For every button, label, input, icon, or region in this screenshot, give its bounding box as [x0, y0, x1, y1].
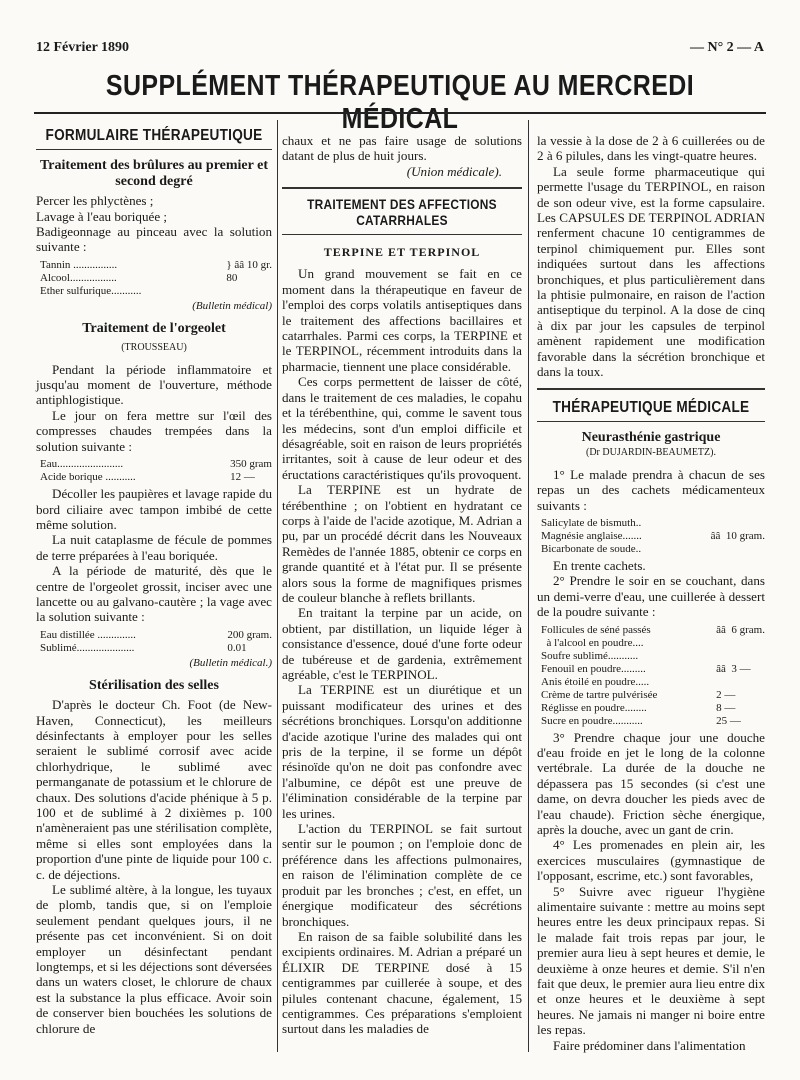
paragraph: Le jour on fera mettre sur l'œil des compresses chaudes trempées dans la solution suivante : — [36, 407, 272, 454]
column-divider-1 — [277, 120, 278, 1052]
heading-neurasthenie: Neurasthénie gastrique — [581, 429, 721, 445]
heading-sterilisation: Stérilisation des selles — [89, 677, 219, 693]
paragraph: La seule forme pharmaceutique qui permette l'usage du TERPINOL, en raison de son odeur vive, est la forme capsulaire. Les CAPSULES DE TERPINOL ADRIAN renferment chacune 10 centigrammes de terpinol chimiquement pur. Elles sont indiquées surtout dans les affections bronchiques, et plus particulièrement dans la phtisie pulmonaire, en raison de l'action antiseptique du terpinol. A la dose de cinq à dix par jour les capsules de terpinol amènent rapidement une modification favorable dans la sécrétion bronchique et dans la toux. — [537, 163, 765, 380]
author-name: (TROUSSEAU) — [121, 342, 187, 354]
column-2 — [282, 133, 522, 1037]
paragraph: 3° Prendre chaque jour une douche d'eau froide en jet le long de la colonne vertébrale. La durée de la douche ne dépassera pas 15 secondes (si c'est une dame, on devra doucher les pieds avec de l'eau chaude). Friction sèche énergique, après la douche, avec un gant de crin. — [537, 729, 765, 837]
formula-orgeolet — [40, 458, 272, 484]
formula-ingredients: Salicylate de bismuth.. Magnésie anglaise....... Bicarbonate de soude.. — [541, 516, 642, 555]
masthead-rule — [34, 112, 766, 114]
paragraph: Faire prédominer dans l'alimentation — [553, 1037, 746, 1053]
formula-ingredients: Eau........................ Acide borique ........... — [40, 458, 136, 484]
paragraph: En traitant la terpine par un acide, on obtient, par distillation, un liquide léger à consistance d'essence, doué d'une forte odeur de tubéreuse et de gardenia, extrêmement agréable, c'est le TERPINOL. — [282, 605, 522, 682]
section-title-therapeutique: THÉRAPEUTIQUE MÉDICALE — [552, 398, 750, 416]
heading-brulures: Traitement des brûlures au premier et second degré — [40, 158, 268, 189]
paragraph: 2° Prendre le soir en se couchant, dans un demi-verre d'eau, une cuillerée à dessert de la poudre suivante : — [537, 573, 765, 620]
paragraph: Pendant la période inflammatoire et jusqu'au moment de l'ouverture, méthode antiphlogistique. — [36, 361, 272, 408]
text-line: Percer les phlyctènes ; — [36, 193, 154, 209]
heading-terpine: TERPINE ET TERPINOL — [323, 245, 481, 260]
author-name: (Dr DUJARDIN-BEAUMETZ). — [586, 447, 716, 459]
paragraph: Le sublimé altère, à la longue, les tuyaux de plomb, tandis que, si on l'emploie seulement pendant quelques jours, il ne présente pas cet inconvénient. Si on doit employer un désinfectant pendant longtemps, et si les déjections sont déversées dans un waters closet, le chlorure de chaux est la substance la plus efficace. Avoir soin de conserver bien bouchées les solutions de chlorure de — [36, 882, 273, 1036]
divider — [36, 149, 272, 150]
paragraph: 5° Suivre avec rigueur l'hygiène alimentaire suivante : mettre au moins sept heures entre les deux principaux repas. Si le malade fait trois repas par jour, le premier aura lieu à sept heures et demie, le deuxième à onze heures et demie. S'il n'en fait que deux, le premier aura lieu entre dix et onze heures et le deuxième à sept heures. Ne jamais ni manger ni boire entre les repas. — [537, 883, 765, 1038]
source-citation: (Bulletin médical.) — [189, 656, 272, 669]
formula-doses: ââ 10 gram. — [710, 529, 765, 542]
source-citation: (Union médicale). — [406, 163, 502, 179]
divider — [537, 388, 765, 390]
paragraph: 4° Les promenades en plein air, les exercices musculaires (gymnastique de l'opposant, escrime, etc.) sont favorables, — [537, 837, 765, 884]
paragraph: Un grand mouvement se fait en ce moment dans la thérapeutique en faveur de l'emploi des corps volatils antiseptiques dans le traitement des affections bacillaires et catarrhales. Parmi ces corps, la TERPINE et le TERPINOL, récemment introduits dans la pharmacie, tiennent une place considérable. — [282, 266, 522, 374]
paragraph: En trente cachets. — [553, 557, 646, 573]
divider — [537, 421, 765, 422]
paragraph: La nuit cataplasme de fécule de pommes de terre préparées à l'eau boriquée. — [36, 532, 272, 563]
paragraph: L'action du TERPINOL se fait surtout sentir sur le poumon ; on l'emploie donc de préférence dans les affections pulmonaires, en raison de l'élimination complète de ce produit par les bronches ; c'est, en effet, un énergique modificateur des sécrétions bronchiques. — [282, 821, 522, 929]
column-1 — [36, 128, 272, 1036]
issue-number: — N° 2 — A — [689, 40, 764, 55]
formula-doses: } ââ 10 gr. 80 — [226, 258, 272, 284]
formula-orgeolet-2 — [40, 629, 272, 655]
source-citation: (Bulletin médical) — [192, 299, 272, 312]
masthead-title: SUPPLÉMENT THÉRAPEUTIQUE AU MERCREDI MÉDICAL — [105, 70, 695, 135]
paragraph: Ces corps permettent de laisser de côté, dans le traitement de ces maladies, le copahu et la térébenthine, qui, comme le savent tous les médecins, sont d'un emploi difficile et désagréable, soit en raison de leurs propriétés irritantes, soit à cause de leur odeur et des éructations caractéristiques qu'ils provoquent. — [282, 374, 522, 482]
heading-orgeolet: Traitement de l'orgeolet — [82, 320, 226, 336]
column-3 — [537, 133, 765, 1053]
paragraph: La TERPINE est un diurétique et un puissant modificateur des urines et des sécrétions bronchiques. Lorsqu'on additionne d'acide azotique l'urine des malades qui ont pris de la terpine, il se forme un dépôt résinoïde qu'on ne doit pas confondre avec l'albumine, ce dépôt est une preuve de l'élimination considérable de la terpine par les urines. — [282, 682, 522, 821]
paragraph: 1° Le malade prendra à chacun de ses repas un des cachets médicamenteux suivants : — [537, 466, 765, 513]
paragraph: chaux et ne pas faire usage de solutions datant de plus de huit jours. — [282, 133, 522, 164]
divider — [282, 234, 522, 235]
paragraph: la vessie à la dose de 2 à 6 cuillerées ou de 2 à 6 pilules, dans les vingt-quatre heures. — [537, 133, 765, 164]
formula-brulures — [40, 259, 272, 298]
formula-ingredients: Eau distillée .............. Sublimé..................... — [40, 628, 136, 654]
text-line: Badigeonnage au pinceau avec la solution suivante : — [36, 224, 272, 255]
column-divider-2 — [528, 120, 529, 1052]
paragraph: En raison de sa faible solubilité dans les excipients ordinaires. M. Adrian a préparé un ÉLIXIR DE TERPINE dosé à 15 centigrammes par cuillerée à soupe, et des pilules contenant chacune, également, 15 centigrammes. Ces préparations s'emploient surtout dans les maladies de — [282, 928, 522, 1037]
formula-doses: ââ 6 gram. ââ 3 — 2 — 8 — 25 — — [716, 623, 765, 727]
formula-poudre — [541, 624, 765, 728]
section-title-formulaire: FORMULAIRE THÉRAPEUTIQUE — [45, 127, 263, 144]
issue-date: 12 Février 1890 — [36, 40, 130, 55]
formula-ingredients: Tannin ................ Alcool................. Ether sulfurique........... — [40, 258, 142, 297]
formula-doses: 200 gram. 0.01 — [227, 628, 272, 654]
paragraph: La TERPINE est un hydrate de térébenthine ; on l'obtient en hydratant ce corps à l'aide de l'acide azotique, M. Adrian a pu, par un procédé décrit dans les Nouveaux Remèdes de l'année 1885, obtenir ce corps en grande quantité et à l'état pur. Il se présente alors sous la forme de magnifiques prismes de couleur blanche à reflets brillants. — [282, 482, 522, 605]
formula-cachets — [541, 517, 765, 556]
section-title-catarrhales: TRAITEMENT DES AFFECTIONS CATARRHALES — [307, 196, 497, 228]
page-header — [36, 40, 764, 60]
paragraph: A la période de maturité, dès que le centre de l'orgeolet grossit, inciser avec une lancette ou au galvano-cautère ; la vage avec la solution suivante : — [36, 563, 272, 625]
formula-ingredients: Follicules de séné passés à l'alcool en poudre.... Soufre sublimé........... Fenouil en poudre......... Anis étoilé en poudre..... Crème de tartre pulvérisée Réglisse en poudre........ Sucre en poudre........... — [541, 623, 658, 727]
text-line: Lavage à l'eau boriquée ; — [36, 208, 168, 224]
paragraph: D'après le docteur Ch. Foot (de New-Haven, Connecticut), les meilleurs désinfectants à employer pour les selles seraient le sublimé corrosif avec acide chlorhydrique, le sublimé avec permanganate de potassium et le chlorure de chaux. Des solutions d'acide phénique à 5 p. 100 et de sublimé à 2 dixièmes p. 100 n'amèneraient pas une stérilisation complète, même si elles sont employées dans la proportion d'une pinte de liquide pour 100 c. c. de déjections. — [36, 697, 272, 882]
formula-doses: 350 gram 12 — — [230, 458, 272, 484]
divider — [282, 187, 522, 189]
paragraph: Décoller les paupières et lavage rapide du bord ciliaire avec tampon imbibé de cette même solution. — [36, 486, 272, 532]
